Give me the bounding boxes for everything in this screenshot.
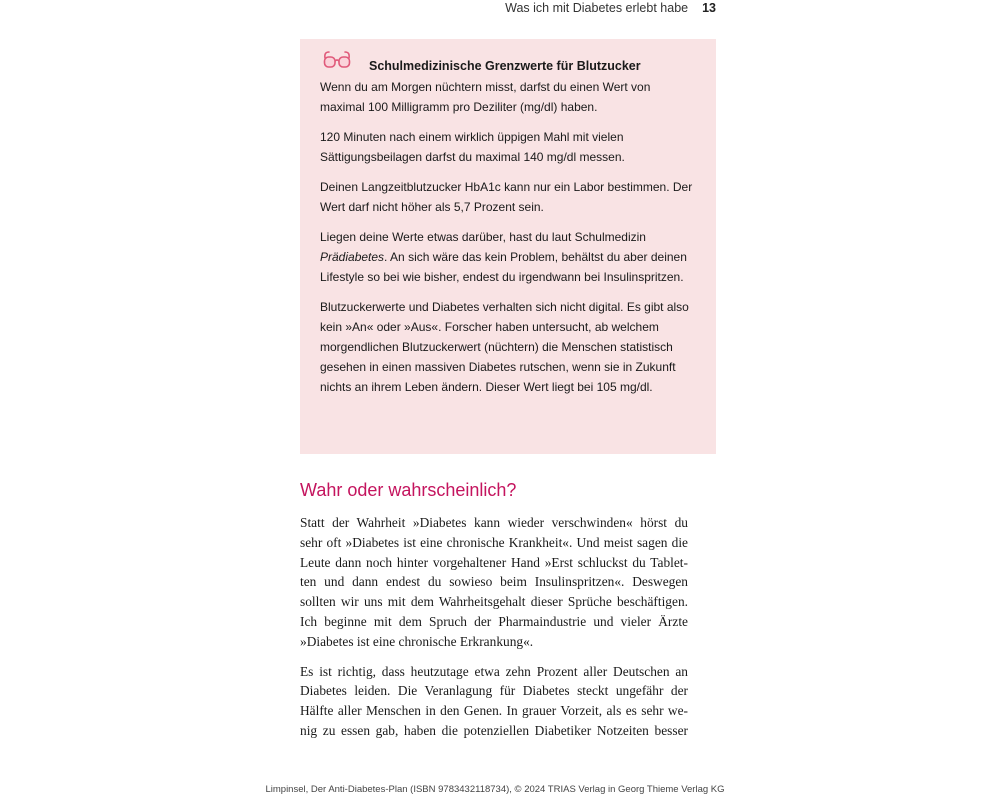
running-title: Was ich mit Diabetes erlebt habe xyxy=(505,1,689,15)
body-paragraph-1 xyxy=(300,513,688,652)
page-number: 13 xyxy=(702,1,716,15)
info-box xyxy=(300,39,716,454)
running-header xyxy=(300,0,716,18)
text-line: nig zu essen gab, haben die potenziellen Diabetiker Notzeiten besser xyxy=(300,722,688,738)
copyright-footer: Limpinsel, Der Anti-Diabetes-Plan (ISBN 9783432118734), © 2024 TRIAS Verlag in Georg Thieme Verlag KG xyxy=(265,784,725,795)
info-paragraph-2: 120 Minuten nach einem wirklich üppigen Mahl mit vielen Sättigungsbeilagen darfst du maximal 140 mg/dl messen. xyxy=(320,130,625,164)
text-line: Ich beginne mit dem Spruch der Pharmaindustrie und vieler Ärzte xyxy=(300,613,688,629)
text-line: sehr oft »Diabetes ist eine chronische Krankheit«. Und meist sagen die xyxy=(300,534,688,550)
info-paragraph-5: Blutzuckerwerte und Diabetes verhalten sich nicht digital. Es gibt also kein »An« oder »Aus«. Forscher haben untersucht, ab welchem morgendlichen Blutzuckerwert (nüchtern) die Menschen statistisch gesehen in einen massiven Diabetes rutschen, wenn sie in Zukunft nichts an ihrem Leben ändern. Dieser Wert liegt bei 105 mg/dl. xyxy=(320,300,689,394)
info-box-title: Schulmedizinische Grenzwerte für Blutzucker xyxy=(369,59,641,73)
info-paragraph-4-a: Liegen deine Werte etwas darüber, hast du laut Schulmedizin xyxy=(320,230,646,244)
body-text xyxy=(300,513,688,751)
info-box-header xyxy=(320,49,694,75)
text-line: sollten wir uns mit dem Wahrheitsgehalt dieser Sprüche beschäftigen. xyxy=(300,594,688,610)
info-paragraph-3: Deinen Langzeitblutzucker HbA1c kann nur ein Labor bestimmen. Der Wert darf nicht höher als 5,7 Prozent sein. xyxy=(320,180,693,214)
text-line: Leute dann noch hinter vorgehaltener Hand »Erst schluckst du Tablet- xyxy=(300,554,688,570)
text-line: Diabetes leiden. Die Veranlagung für Diabetes steckt ungefähr der xyxy=(300,683,688,699)
text-line: Hälfte aller Menschen in den Genen. In grauer Vorzeit, als es sehr we- xyxy=(300,703,688,719)
info-paragraph-4-b: . An sich wäre das kein Problem, behältst du aber deinen Lifestyle so bei wie bisher, endest du irgendwann bei Insulinspritzen. xyxy=(320,250,687,284)
info-paragraph-1: Wenn du am Morgen nüchtern misst, darfst du einen Wert von maximal 100 Milligramm pro Deziliter (mg/dl) haben. xyxy=(320,80,651,114)
text-line: Es ist richtig, dass heutzutage etwa zehn Prozent aller Deutschen an xyxy=(300,663,688,679)
glasses-icon xyxy=(322,49,352,73)
prediabetes-term: Prädiabetes xyxy=(320,250,385,264)
text-line: »Diabetes ist eine chronische Erkrankung«. xyxy=(300,633,534,649)
section-title: Wahr oder wahrscheinlich? xyxy=(300,480,517,500)
text-line: ten und dann endest du sowieso beim Insulinspritzen«. Deswegen xyxy=(300,574,688,590)
body-paragraph-2 xyxy=(300,662,688,741)
text-line: Statt der Wahrheit »Diabetes kann wieder verschwinden« hörst du xyxy=(300,515,688,530)
info-paragraph-4 xyxy=(320,227,694,287)
